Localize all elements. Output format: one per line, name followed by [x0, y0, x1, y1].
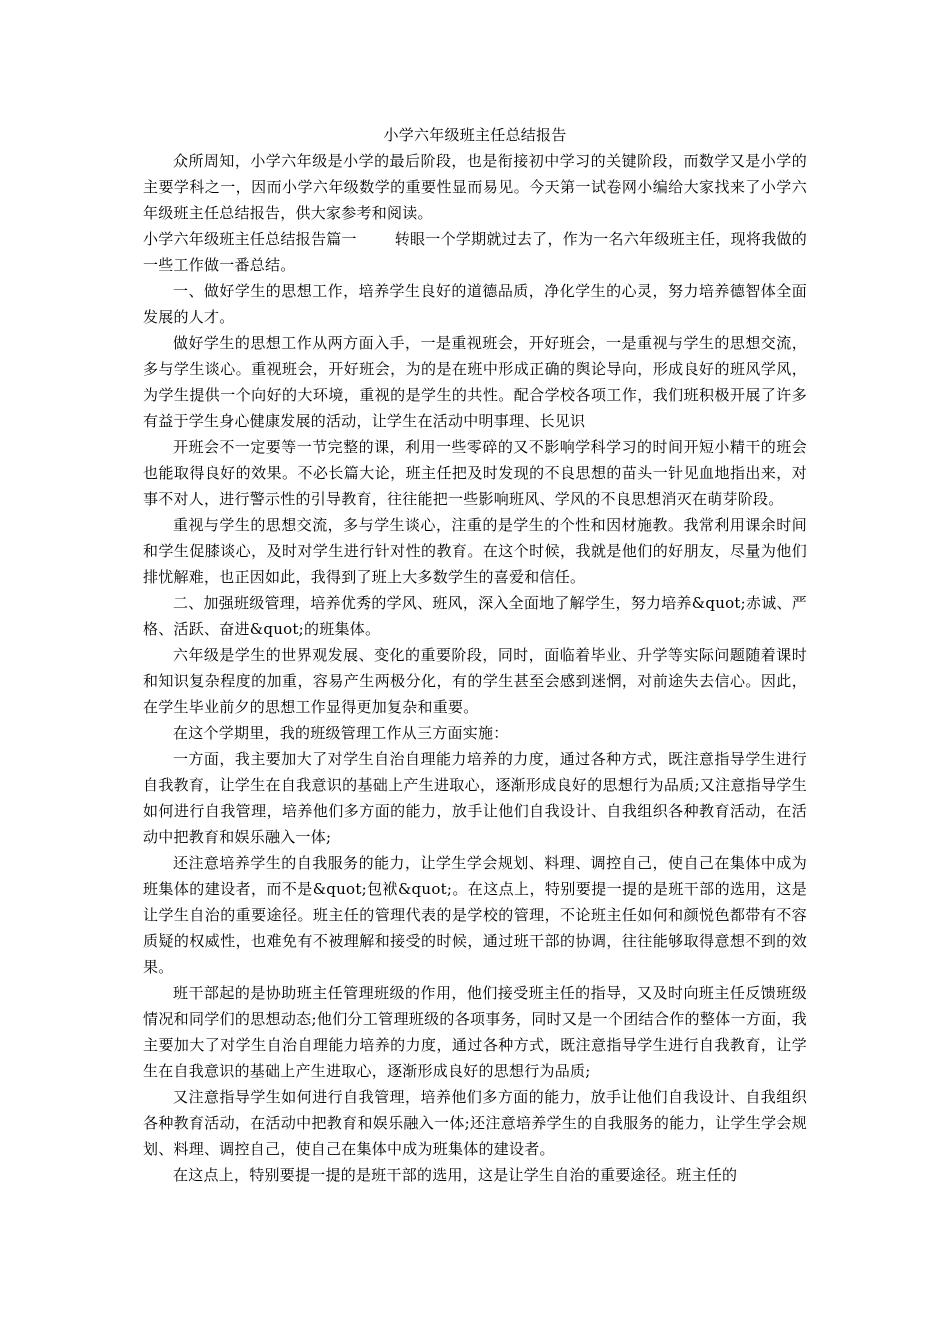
intro-paragraph: 众所周知，小学六年级是小学的最后阶段，也是衔接初中学习的关键阶段，而数学又是小学的主要学科之一，因而小学六年级数学的重要性显而易见。今天第一试卷网小编给大家找来了小学六年级班主任总结报告，供大家参考和阅读。	[143, 152, 807, 222]
body-paragraph: 一、做好学生的思想工作，培养学生良好的道德品质，净化学生的心灵，努力培养德智体全面发展的人才。	[143, 282, 807, 326]
body-paragraph: 重视与学生的思想交流，多与学生谈心，注重的是学生的个性和因材施教。我常利用课余时间和学生促膝谈心，及时对学生进行针对性的教育。在这个时候，我就是他们的好朋友，尽量为他们排忧解难，也正因如此，我得到了班上大多数学生的喜爱和信任。	[143, 516, 807, 586]
body-paragraph: 六年级是学生的世界观发展、变化的重要阶段，同时，面临着毕业、升学等实际问题随着课时和知识复杂程度的加重，容易产生两极分化，有的学生甚至会感到迷惘，对前途失去信心。因此，在学生毕业前夕的思想工作显得更加复杂和重要。	[143, 646, 807, 716]
section-lead: 转眼一个学期就过去了，作为一名六年级班主任，现将我做的一些工作做一番总结。	[143, 230, 807, 274]
body-paragraph: 在这个学期里，我的班级管理工作从三方面实施：	[173, 724, 509, 742]
body-paragraph: 又注意指导学生如何进行自我管理，培养他们多方面的能力，放手让他们自我设计、自我组织各种教育活动，在活动中把教育和娱乐融入一体;还注意培养学生的自我服务的能力，让学生学会规划、料理、调控自己，使自己在集体中成为班集体的建设者。	[143, 1088, 807, 1158]
body-paragraph: 一方面，我主要加大了对学生自治自理能力培养的力度，通过各种方式，既注意指导学生进行自我教育，让学生在自我意识的基础上产生进取心，逐渐形成良好的思想行为品质;又注意指导学生如何进行自我管理，培养他们多方面的能力，放手让他们自我设计、自我组织各种教育活动，在活动中把教育和娱乐融入一体;	[143, 750, 807, 846]
document-title: 小学六年级班主任总结报告	[383, 126, 567, 144]
body-paragraph: 二、加强班级管理，培养优秀的学风、班风，深入全面地了解学生，努力培养&quot;赤诚、严格、活跃、奋进&quot;的班集体。	[143, 594, 807, 638]
body-paragraph: 开班会不一定要等一节完整的课，利用一些零碎的又不影响学科学习的时间开短小精干的班会也能取得良好的效果。不必长篇大论，班主任把及时发现的不良思想的苗头一针见血地指出来，对事不对人，进行警示性的引导教育，往往能把一些影响班风、学风的不良思想消灭在萌芽阶段。	[143, 438, 807, 508]
section-heading: 小学六年级班主任总结报告篇一	[143, 230, 357, 248]
body-paragraph: 在这点上，特别要提一提的是班干部的选用，这是让学生自治的重要途径。班主任的	[173, 1166, 738, 1184]
body-paragraph: 还注意培养学生的自我服务的能力，让学生学会规划、料理、调控自己，使自己在集体中成为班集体的建设者，而不是&quot;包袱&quot;。在这点上，特别要提一提的是班干部的选用，这是让学生自治的重要途径。班主任的管理代表的是学校的管理，不论班主任如何和颜悦色都带有不容质疑的权威性，也难免有不被理解和接受的时候，通过班干部的协调，往往能够取得意想不到的效果。	[143, 854, 807, 976]
body-paragraph: 做好学生的思想工作从两方面入手，一是重视班会，开好班会，一是重视与学生的思想交流，多与学生谈心。重视班会，开好班会，为的是在班中形成正确的舆论导向，形成良好的班风学风，为学生提供一个向好的大环境，重视的是学生的共性。配合学校各项工作，我们班积极开展了许多有益于学生身心健康发展的活动，让学生在活动中明事理、长见识	[143, 334, 807, 430]
body-paragraph: 班干部起的是协助班主任管理班级的作用，他们接受班主任的指导，又及时向班主任反馈班级情况和同学们的思想动态;他们分工管理班级的各项事务，同时又是一个团结合作的整体一方面，我主要加大了对学生自治自理能力培养的力度，通过各种方式，既注意指导学生进行自我教育，让学生在自我意识的基础上产生进取心，逐渐形成良好的思想行为品质;	[143, 984, 807, 1080]
section-heading-paragraph	[143, 226, 807, 278]
document-page	[143, 122, 807, 1188]
